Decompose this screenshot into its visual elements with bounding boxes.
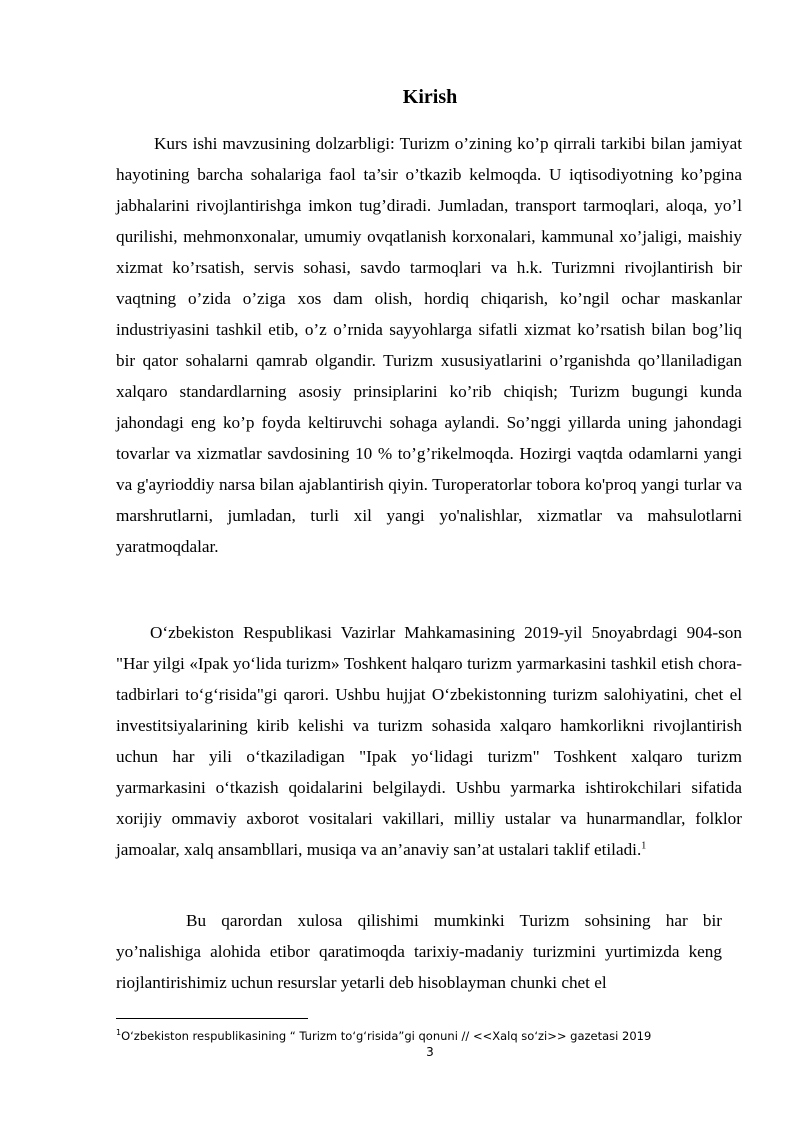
footnote-reference[interactable]: 1 <box>641 840 647 852</box>
page-title: Kirish <box>402 86 458 108</box>
footnote <box>116 1029 756 1044</box>
footnote-divider <box>116 1018 308 1019</box>
paragraph-resolution-text: O‘zbekiston Respublikasi Vazirlar Mahkamasining 2019-yil 5noyabrdagi 904-son "Har yilgi «Ipak yo‘lida turizm» Toshkent halqaro turizm yarmarkasini tashkil etish chora-tadbirlari to‘g‘risida"gi qarori. Ushbu hujjat O‘zbekistonning turizm salohiyatini, chet el investitsiyalarining kirib kelishi va turizm sohasida xalqaro hamkorlikni rivojlantirish uchun har yili o‘tkaziladigan "Ipak yo‘lidagi turizm" Toshkent xalqaro turizm yarmarkasini o‘tkazish qoidalarini belgilaydi. Ushbu yarmarka ishtirokchilari sifatida xorijiy ommaviy axborot vositalari vakillari, milliy ustalar va hunarmandlar, folklor jamoalar, xalq ansambllari, musiqa va an’anaviy san’at ustalari taklif etiladi. <box>116 623 742 859</box>
footnote-marker: 1 <box>116 1028 122 1038</box>
paragraph-resolution <box>116 617 742 865</box>
page-number: 3 <box>426 1045 434 1059</box>
paragraph-relevance: Kurs ishi mavzusining dolzarbligi: Turizm o’zining ko’p qirrali tarkibi bilan jamiyat hayotining barcha sohalariga faol ta’sir o’tkazib kelmoqda. U iqtisodiyotning ko’pgina jabhalarini rivojlantirishga imkon tug’diradi. Jumladan, transport tarmoqlari, aloqa, yo’l qurilishi, mehmonxonalar, umumiy ovqatlanish korxonalari, kammunal xo’jaligi, maishiy xizmat ko’rsatish, servis sohasi, savdo tarmoqlari va h.k. Turizmni rivojlantirish bir vaqtning o’zida o’ziga xos dam olish, hordiq chiqarish, ko’ngil ochar maskanlar industriyasini tashkil etib, o’z o’rnida sayyohlarga sifatli xizmat ko’rsatish bilan bog’liq bir qator sohalarni qamrab olgandir. Turizm xususiyatlarini o’rganishda qo’llaniladigan xalqaro standardlarning asosiy prinsiplarini ko’rib chiqish; Turizm bugungi kunda jahondagi eng ko’p foyda keltiruvchi sohaga aylandi. So’nggi yillarda uning jahondagi tovarlar va xizmatlar savdosining 10 % to’g’rikelmoqda. Hozirgi vaqtda odamlarni yangi va g'ayrioddiy narsa bilan ajablantirish qiyin. Turoperatorlar tobora ko'proq yangi turlar va marshrutlarni, jumladan, turli xil yangi yo'nalishlar, xizmatlar va mahsulotlarni yaratmoqdalar. <box>116 134 742 556</box>
footnote-text: O‘zbekiston respublikasining “ Turizm to‘g‘risida”gi qonuni // <<Xalq so‘zi>> gazetasi 2019 <box>121 1029 652 1043</box>
paragraph-conclusion: Bu qarordan xulosa qilishimi mumkinki Turizm sohsining har bir yo’nalishiga alohida etibor qaratimoqda tarixiy-madaniy turizmini yurtimizda keng riojlantirishimiz uchun resurslar yetarli deb hisoblayman chunki chet el <box>116 911 722 992</box>
